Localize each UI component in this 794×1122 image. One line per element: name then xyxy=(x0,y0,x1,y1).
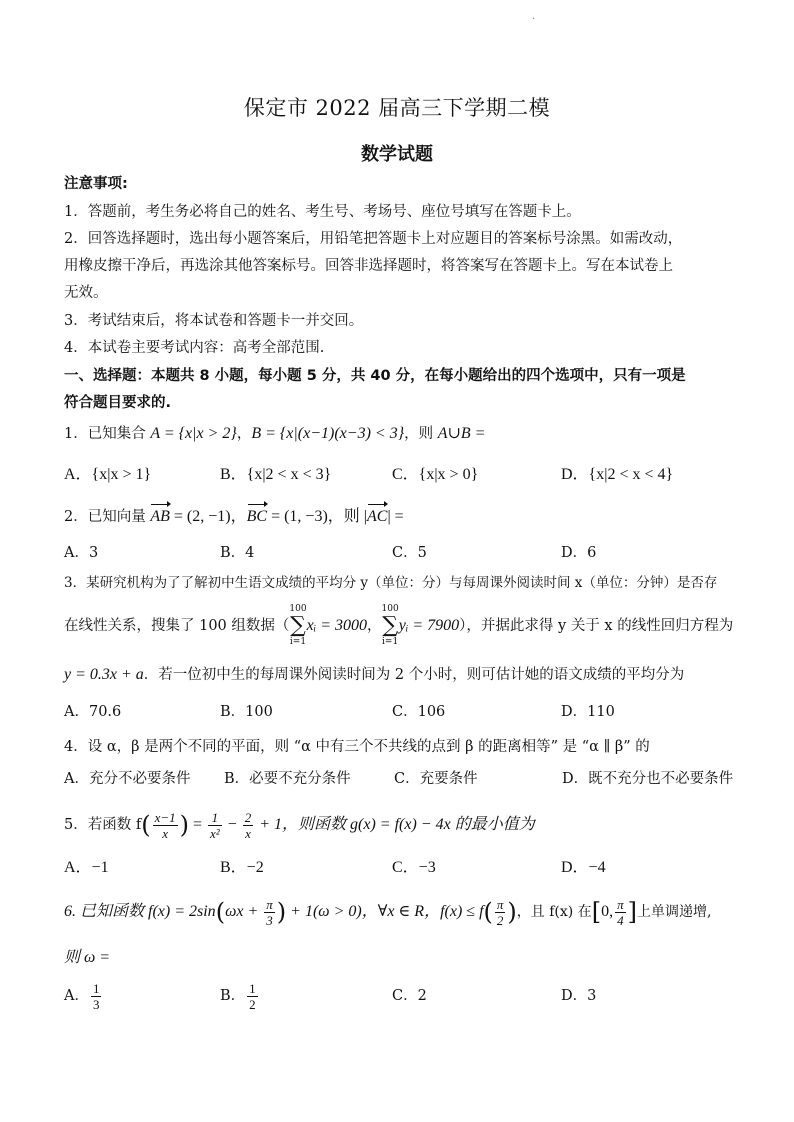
scan-mark: · xyxy=(532,14,536,25)
fraction: $\frac{\pi}{3}$ xyxy=(266,896,273,928)
fraction: $\frac{\pi}{4}$ xyxy=(617,896,624,928)
option-d[interactable]: D．3 xyxy=(561,988,597,1004)
option-c[interactable]: C．−3 xyxy=(392,859,436,876)
question-5-stem: 5．若函数 f( $\frac{x-1}{x}$ ) = $\frac{1}{\text{x²}}$ − $\frac{2}{x}$ + 1，则函数 g(x) = f(x) − 4x 的最小值为 xyxy=(64,809,535,841)
notice-item: 3．考试结束后，将本试卷和答题卡一并交回。 xyxy=(64,313,364,329)
option-c[interactable]: C．5 xyxy=(392,545,427,561)
vector-ac: AC xyxy=(366,508,388,525)
option-a[interactable]: A．−1 xyxy=(64,859,109,876)
option-b[interactable]: B．4 xyxy=(220,545,255,561)
option-a[interactable]: A． $\frac{1}{3}$ xyxy=(64,980,100,1012)
sigma-symbol: 100 ∑ i=1 xyxy=(381,604,399,647)
fraction: $\frac{1}{\text{x²}}$ xyxy=(210,809,220,841)
option-c[interactable]: C．106 xyxy=(392,704,446,720)
fraction: $\frac{1}{3}$ xyxy=(92,980,100,1012)
option-b[interactable]: B．必要不充分条件 xyxy=(224,771,351,787)
question-6-options xyxy=(64,976,744,1016)
notice-item: 1．答题前，考生务必将自己的姓名、考生号、考场号、座位号填写在答题卡上。 xyxy=(64,204,581,220)
option-a[interactable]: A．充分不必要条件 xyxy=(64,771,191,787)
fraction: $\frac{x-1}{x}$ xyxy=(154,809,176,841)
option-b[interactable]: B．−2 xyxy=(220,859,264,876)
sigma-symbol: 100 ∑ i=1 xyxy=(289,604,307,647)
question-2-stem: 2．已知向量 AB = (2, −1)，BC = (1, −3)，则 |AC| = xyxy=(64,508,404,525)
option-a[interactable]: A．70.6 xyxy=(64,704,122,720)
section-heading-cont: 符合题目要求的. xyxy=(64,395,172,411)
fraction: $\frac{2}{x}$ xyxy=(244,809,252,841)
question-6-stem-line2: 则 ω = xyxy=(64,949,111,966)
question-6-stem: 6. 已知函数 f(x) = 2sin(ωx + $\frac{\pi}{3}$ ) + 1(ω > 0)，∀x ∈ R，f(x) ≤ f( $\frac{\pi}{2}$ )，且 f(x) 在[0, $\frac{\pi}{4}$ ]上单调递增, xyxy=(64,896,712,928)
question-1-stem: 1．已知集合 A = {x|x > 2}，B = {x|(x−1)(x−3) < 3}，则 A∪B = xyxy=(64,425,486,442)
option-c[interactable]: C．充要条件 xyxy=(394,771,478,787)
option-d[interactable]: D．110 xyxy=(561,704,615,720)
option-c[interactable]: C．2 xyxy=(392,988,427,1004)
option-d[interactable]: D．−4 xyxy=(561,859,606,876)
vector-bc: BC xyxy=(246,508,268,525)
option-d[interactable]: D．既不充分也不必要条件 xyxy=(562,771,734,787)
vector-ab: AB xyxy=(150,508,170,525)
option-b[interactable]: B． $\frac{1}{2}$ xyxy=(220,980,256,1012)
question-4-stem: 4．设 α，β 是两个不同的平面，则 “α 中有三个不共线的点到 β 的距离相等” 是 “α ∥ β” 的 xyxy=(64,739,650,755)
notice-item: 无效。 xyxy=(64,285,108,301)
page-title: 保定市 2022 届高三下学期二模 xyxy=(243,96,551,120)
question-3-stem-line3: y = 0.3x + a．若一位初中生的每周课外阅读时间为 2 个小时，则可估计她的语文成绩的平均分为 xyxy=(64,666,685,683)
option-d[interactable]: D．6 xyxy=(561,545,597,561)
option-b[interactable]: B．100 xyxy=(220,704,273,720)
question-3-stem-line2: 在线性关系，搜集了 100 组数据（100 ∑ i=1xᵢ = 3000，100 ∑ i=1yᵢ = 7900），并据此求得 y 关于 x 的线性回归方程为 xyxy=(64,604,734,647)
fraction: $\frac{1}{2}$ xyxy=(249,980,256,1012)
notice-item: 用橡皮擦干净后，再选涂其他答案标号。回答非选择题时，将答案写在答题卡上。写在本试卷上 xyxy=(64,258,673,274)
option-c[interactable]: C．{x|x > 0} xyxy=(392,466,479,483)
page-subtitle: 数学试题 xyxy=(361,144,433,165)
notice-item: 2．回答选择题时，选出每小题答案后，用铅笔把答题卡上对应题目的答案标号涂黑。如需改动， xyxy=(64,231,683,247)
notice-item: 4．本试卷主要考试内容：高考全部范围. xyxy=(64,340,325,356)
fraction: $\frac{\pi}{2}$ xyxy=(496,896,504,928)
notice-heading: 注意事项: xyxy=(64,176,128,192)
option-d[interactable]: D．{x|2 < x < 4} xyxy=(561,466,674,483)
option-a[interactable]: A．{x|x > 1} xyxy=(64,466,152,483)
option-a[interactable]: A．3 xyxy=(64,545,99,561)
question-3-stem-line1: 3．某研究机构为了了解初中生语文成绩的平均分 y（单位：分）与每周课外阅读时间 x（单位：分钟）是否存 xyxy=(64,575,718,591)
section-heading: 一、选择题：本题共 8 小题，每小题 5 分，共 40 分，在每小题给出的四个选项中，只有一项是 xyxy=(64,368,686,384)
option-b[interactable]: B．{x|2 < x < 3} xyxy=(220,466,332,483)
